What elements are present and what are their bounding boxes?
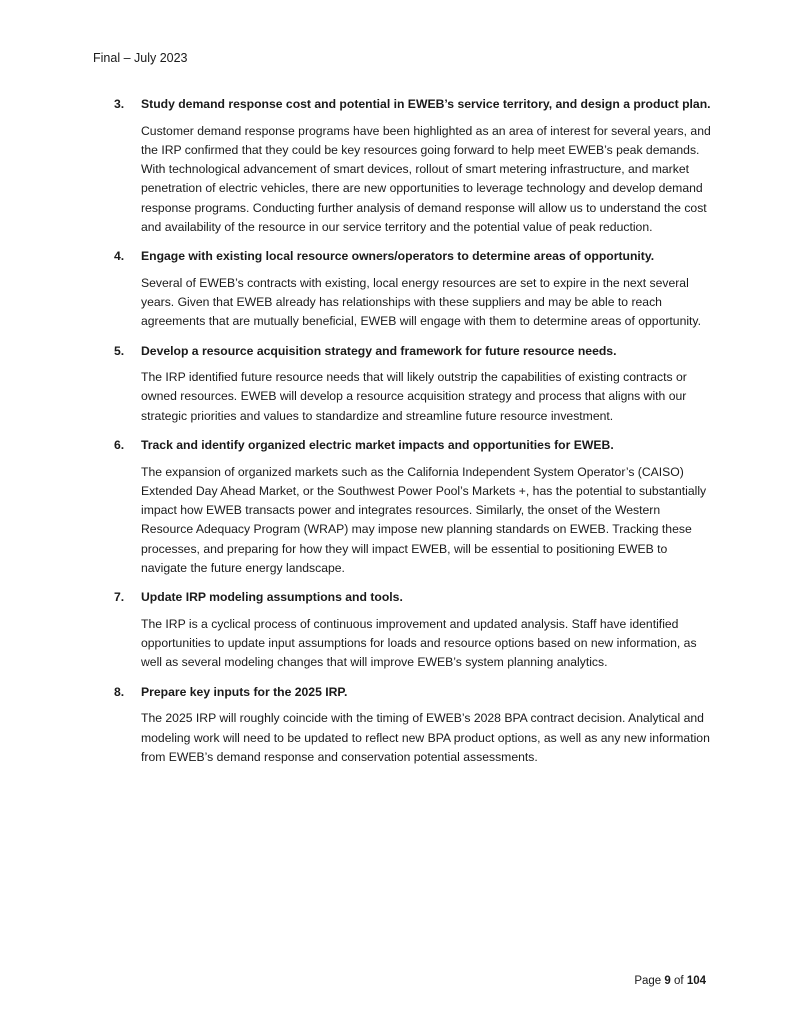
of-label: of [674, 975, 684, 987]
list-item [114, 342, 714, 426]
item-heading [114, 342, 714, 362]
item-number: 6. [114, 438, 125, 453]
document-body [114, 95, 714, 777]
list-item [114, 683, 714, 767]
total-pages: 104 [686, 975, 706, 987]
list-item [114, 247, 714, 331]
item-title: Engage with existing local resource owners/operators to determine areas of opportunity. [141, 249, 655, 264]
item-heading [114, 436, 714, 456]
page-label: Page [634, 975, 662, 987]
item-title: Update IRP modeling assumptions and tools. [141, 590, 403, 605]
item-heading [114, 588, 714, 608]
item-number: 5. [114, 343, 125, 358]
item-paragraph: The expansion of organized markets such as the California Independent System Operator’s (CAISO) Extended Day Ahead Market, or the Southwest Power Pool’s Markets +, has the potential to substantially impact how EWEB transacts power and integrates resources. Similarly, the onset of the Western Resource Adequacy Program (WRAP) may impose new planning standards on EWEB. Tracking these processes, and preparing for how they will impact EWEB, will be essential to positioning EWEB to navigate the future energy landscape. [141, 464, 707, 576]
item-number: 7. [114, 590, 125, 605]
item-paragraph: The IRP is a cyclical process of continuous improvement and updated analysis. Staff have identified opportunities to update input assumptions for loads and resource options based on new information, as well as several modeling changes that will improve EWEB’s system planning analytics. [141, 616, 697, 670]
item-number: 4. [114, 249, 125, 264]
page-number: 9 [664, 975, 671, 987]
item-number: 8. [114, 684, 125, 699]
list-item [114, 95, 714, 237]
page-header: Final – July 2023 [93, 51, 188, 65]
item-title: Develop a resource acquisition strategy and framework for future resource needs. [141, 343, 617, 358]
list-item [114, 588, 714, 672]
item-paragraph: The IRP identified future resource needs that will likely outstrip the capabilities of existing contracts or owned resources. EWEB will develop a resource acquisition strategy and process that aligns with our strategic priorities and values to standardize and streamline future resource investment. [141, 370, 687, 423]
list-item [114, 436, 714, 578]
item-number: 3. [114, 97, 125, 111]
item-paragraph: The 2025 IRP will roughly coincide with the timing of EWEB’s 2028 BPA contract decision. Analytical and modeling work will need to be updated to reflect new BPA product options, as well as any new information from EWEB’s demand response and conservation potential assessments. [141, 711, 710, 764]
item-title: Study demand response cost and potential in EWEB’s service territory, and design a product plan. [141, 97, 711, 111]
item-heading [114, 95, 714, 115]
item-title: Prepare key inputs for the 2025 IRP. [141, 684, 348, 699]
page-footer [634, 974, 706, 988]
item-heading [114, 247, 714, 267]
item-paragraph: Customer demand response programs have been highlighted as an area of interest for several years, and the IRP confirmed that they could be key resources going forward to help meet EWEB’s peak demands. With technological advancement of smart devices, rollout of smart metering infrastructure, and market penetration of electric vehicles, there are new opportunities to leverage technology and develop demand response programs. Conducting further analysis of demand response will allow us to understand the cost and availability of the resource in our service territory and the potential value of peak reduction. [141, 123, 711, 234]
item-title: Track and identify organized electric market impacts and opportunities for EWEB. [141, 438, 614, 453]
item-paragraph: Several of EWEB’s contracts with existing, local energy resources are set to expire in the next several years. Given that EWEB already has relationships with these suppliers and may be able to reach agreements that are mutually beneficial, EWEB will engage with them to determine areas of opportunity. [141, 275, 702, 329]
item-heading [114, 683, 714, 703]
